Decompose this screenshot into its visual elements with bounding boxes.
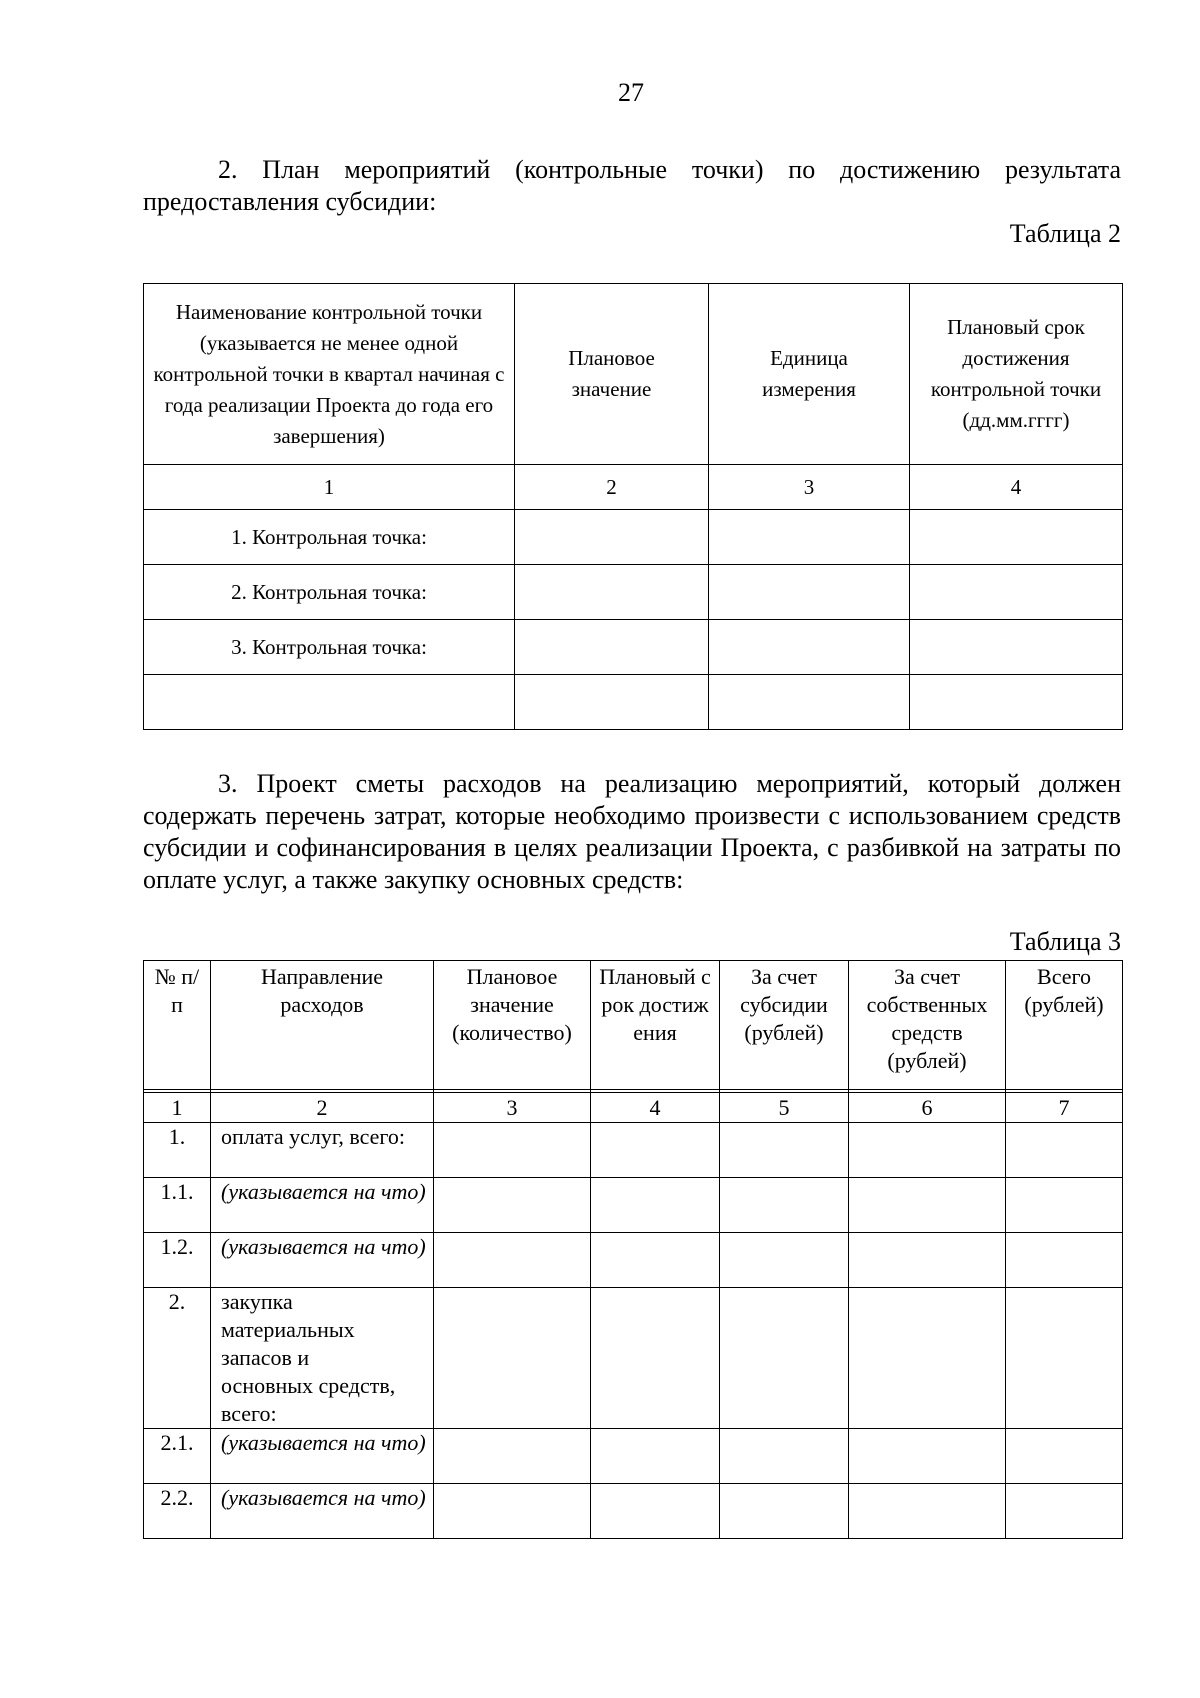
empty-cell bbox=[910, 510, 1123, 565]
table-row bbox=[144, 620, 1123, 675]
section-3-text: 3. Проект сметы расходов на реализацию мероприятий, который должен содержать перечень затрат, которые необходимо произвести с использованием средств субсидии и софинансирования в целях реализации Проекта, с разбивкой на затраты по оплате услуг, а также закупку основных средств: bbox=[143, 769, 1121, 894]
empty-cell bbox=[910, 675, 1123, 730]
empty-cell bbox=[849, 1178, 1006, 1233]
expense-direction: (указывается на что) bbox=[211, 1233, 434, 1288]
empty-cell bbox=[591, 1288, 720, 1429]
row-number: 2.1. bbox=[144, 1429, 211, 1484]
header-cell: За счет субсидии (рублей) bbox=[720, 961, 849, 1090]
empty-cell bbox=[515, 510, 709, 565]
empty-cell bbox=[720, 1178, 849, 1233]
table-3-number-row bbox=[144, 1093, 1123, 1123]
table-row bbox=[144, 1429, 1123, 1484]
empty-cell bbox=[849, 1288, 1006, 1429]
empty-cell bbox=[434, 1233, 591, 1288]
empty-cell bbox=[709, 565, 910, 620]
header-cell: Направление расходов bbox=[211, 961, 434, 1090]
empty-cell bbox=[1006, 1429, 1123, 1484]
table-row bbox=[144, 1178, 1123, 1233]
header-cell: Плановый срок достижения контрольной точки (дд.мм.гггг) bbox=[910, 284, 1123, 465]
table-2-caption: Таблица 2 bbox=[1009, 219, 1121, 248]
empty-cell bbox=[910, 620, 1123, 675]
expense-direction: оплата услуг, всего: bbox=[211, 1123, 434, 1178]
empty-cell bbox=[720, 1123, 849, 1178]
row-number: 1. bbox=[144, 1123, 211, 1178]
table-row bbox=[144, 1123, 1123, 1178]
table-3-header-row bbox=[144, 961, 1123, 1090]
column-number: 5 bbox=[720, 1093, 849, 1123]
column-number: 2 bbox=[515, 465, 709, 510]
row-number: 1.2. bbox=[144, 1233, 211, 1288]
page-number: 27 bbox=[618, 78, 644, 107]
header-cell: Всего (рублей) bbox=[1006, 961, 1123, 1090]
empty-cell bbox=[910, 565, 1123, 620]
header-cell: За счет собственных средств (рублей) bbox=[849, 961, 1006, 1090]
table-row bbox=[144, 565, 1123, 620]
column-number: 2 bbox=[211, 1093, 434, 1123]
empty-cell bbox=[591, 1178, 720, 1233]
column-number: 1 bbox=[144, 1093, 211, 1123]
control-point-name bbox=[144, 675, 515, 730]
empty-cell bbox=[591, 1484, 720, 1539]
empty-cell bbox=[434, 1288, 591, 1429]
empty-cell bbox=[849, 1429, 1006, 1484]
control-point-name: 2. Контрольная точка: bbox=[144, 565, 515, 620]
empty-cell bbox=[1006, 1484, 1123, 1539]
table-2 bbox=[143, 283, 1123, 730]
table-3-caption: Таблица 3 bbox=[1009, 927, 1121, 956]
column-number: 4 bbox=[910, 465, 1123, 510]
expense-direction: (указывается на что) bbox=[211, 1484, 434, 1539]
empty-cell bbox=[849, 1484, 1006, 1539]
header-cell: Плановый срок достижения bbox=[591, 961, 720, 1090]
empty-cell bbox=[720, 1429, 849, 1484]
empty-cell bbox=[434, 1123, 591, 1178]
table-row bbox=[144, 675, 1123, 730]
column-number: 1 bbox=[144, 465, 515, 510]
header-cell: Плановое значение (количество) bbox=[434, 961, 591, 1090]
table-row bbox=[144, 1484, 1123, 1539]
empty-cell bbox=[591, 1123, 720, 1178]
empty-cell bbox=[720, 1288, 849, 1429]
control-point-name: 1. Контрольная точка: bbox=[144, 510, 515, 565]
empty-cell bbox=[515, 675, 709, 730]
header-cell: Единица измерения bbox=[709, 284, 910, 465]
empty-cell bbox=[434, 1178, 591, 1233]
column-number: 3 bbox=[434, 1093, 591, 1123]
empty-cell bbox=[709, 620, 910, 675]
empty-cell bbox=[849, 1123, 1006, 1178]
row-number: 2.2. bbox=[144, 1484, 211, 1539]
expense-direction: (указывается на что) bbox=[211, 1429, 434, 1484]
empty-cell bbox=[515, 565, 709, 620]
empty-cell bbox=[591, 1429, 720, 1484]
empty-cell bbox=[709, 510, 910, 565]
empty-cell bbox=[720, 1484, 849, 1539]
column-number: 4 bbox=[591, 1093, 720, 1123]
control-point-name: 3. Контрольная точка: bbox=[144, 620, 515, 675]
row-number: 2. bbox=[144, 1288, 211, 1429]
table-row bbox=[144, 1233, 1123, 1288]
expense-direction: закупка материальных запасов и основных средств, всего: bbox=[211, 1288, 434, 1429]
empty-cell bbox=[591, 1233, 720, 1288]
empty-cell bbox=[434, 1484, 591, 1539]
expense-direction: (указывается на что) bbox=[211, 1178, 434, 1233]
empty-cell bbox=[1006, 1178, 1123, 1233]
table-row bbox=[144, 1288, 1123, 1429]
column-number: 7 bbox=[1006, 1093, 1123, 1123]
header-cell: № п/п bbox=[144, 961, 211, 1090]
table-3 bbox=[143, 960, 1123, 1539]
row-number: 1.1. bbox=[144, 1178, 211, 1233]
empty-cell bbox=[1006, 1123, 1123, 1178]
empty-cell bbox=[1006, 1288, 1123, 1429]
header-cell: Наименование контрольной точки (указывается не менее одной контрольной точки в квартал начиная с года реализации Проекта до года его завершения) bbox=[144, 284, 515, 465]
column-number: 6 bbox=[849, 1093, 1006, 1123]
table-row bbox=[144, 510, 1123, 565]
table-2-header-row bbox=[144, 284, 1123, 465]
section-2-text: 2. План мероприятий (контрольные точки) по достижению результата предоставления субсидии: bbox=[143, 155, 1121, 216]
column-number: 3 bbox=[709, 465, 910, 510]
empty-cell bbox=[709, 675, 910, 730]
empty-cell bbox=[515, 620, 709, 675]
empty-cell bbox=[720, 1233, 849, 1288]
table-2-number-row bbox=[144, 465, 1123, 510]
empty-cell bbox=[1006, 1233, 1123, 1288]
empty-cell bbox=[849, 1233, 1006, 1288]
header-cell: Плановое значение bbox=[515, 284, 709, 465]
empty-cell bbox=[434, 1429, 591, 1484]
